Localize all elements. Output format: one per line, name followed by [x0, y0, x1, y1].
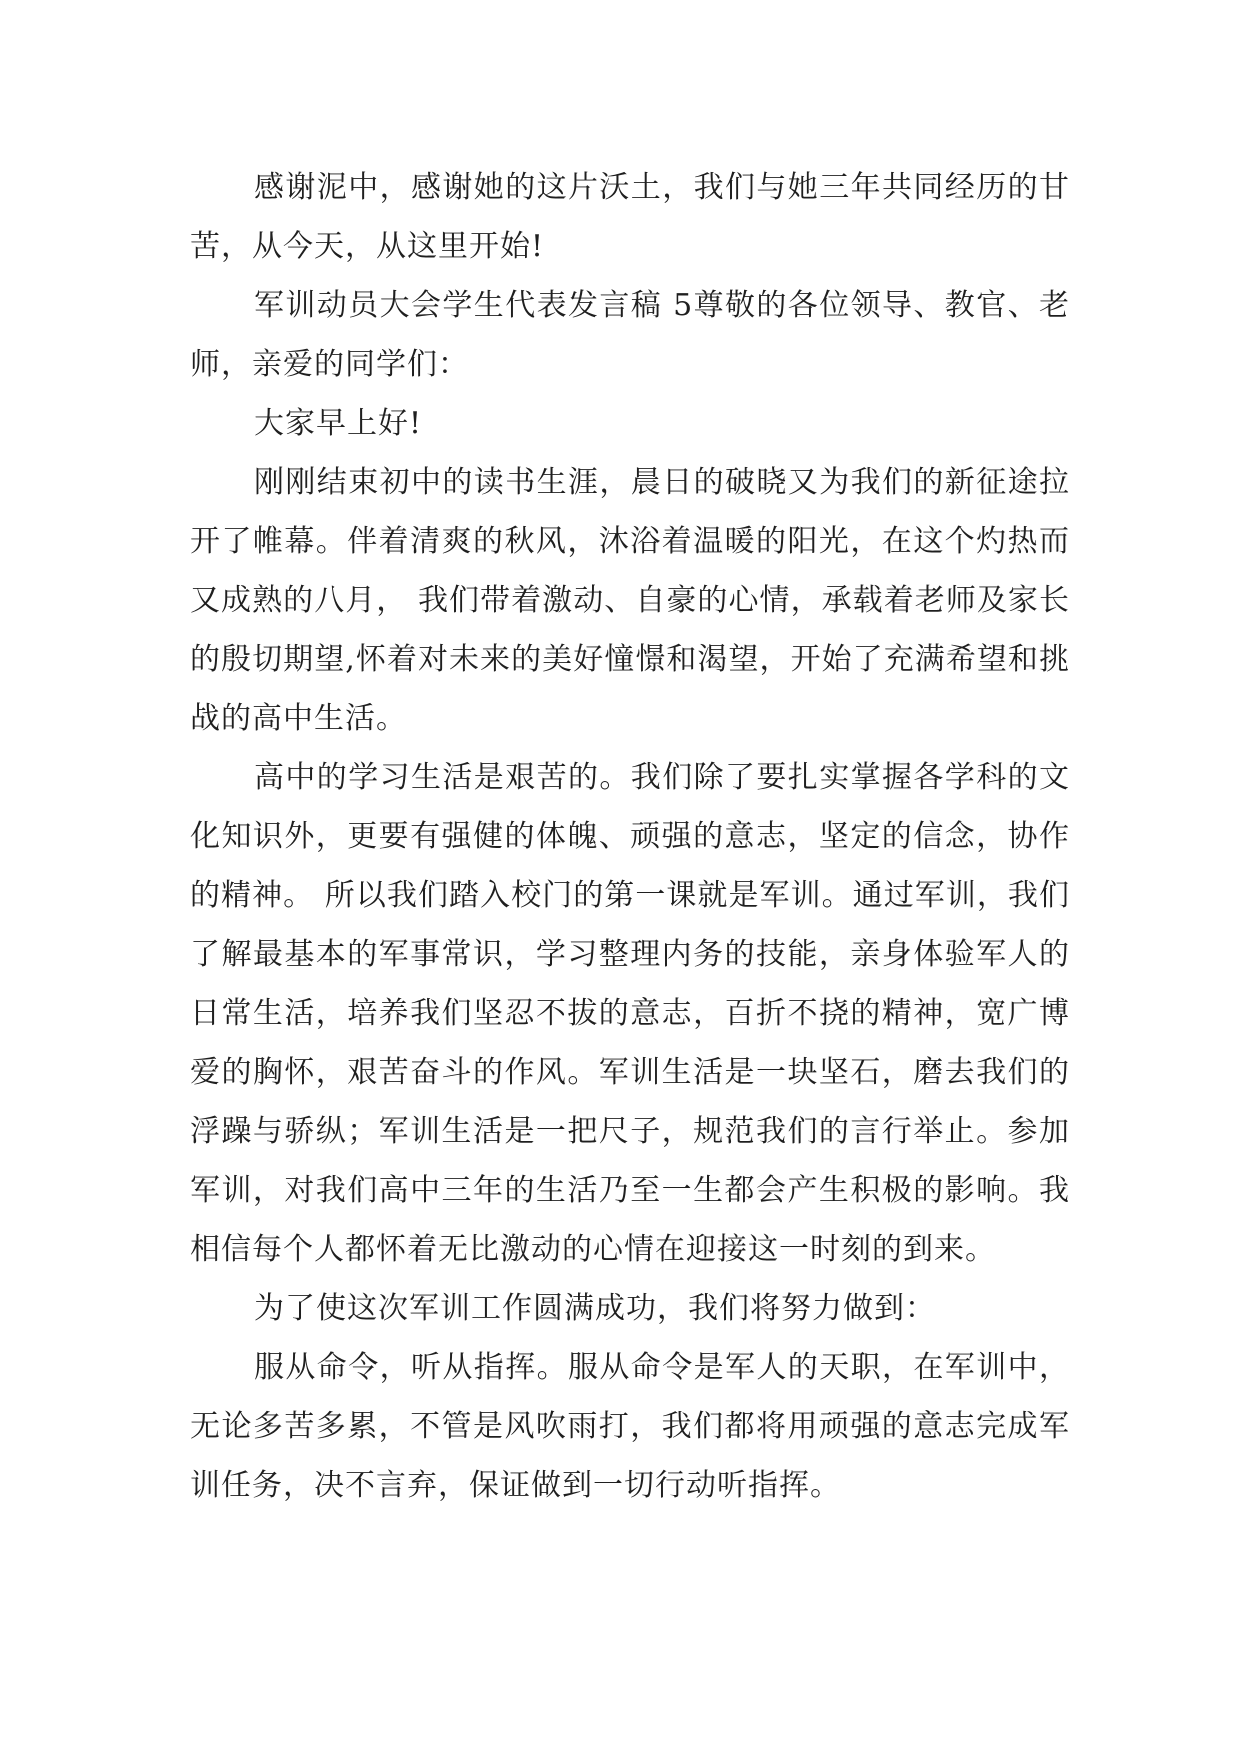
document-body — [190, 158, 1070, 1515]
paragraph-thanks: 感谢泥中，感谢她的这片沃土，我们与她三年共同经历的甘苦，从今天，从这里开始! — [190, 170, 1070, 264]
paragraph-good-morning: 大家早上好! — [254, 406, 423, 441]
paragraph-commitment-intro: 为了使这次军训工作圆满成功，我们将努力做到： — [254, 1291, 936, 1326]
paragraph-obey-orders: 服从命令，听从指挥。服从命令是军人的天职，在军训中，无论多苦多累，不管是风吹雨打，我们都将用顽强的意志完成军训任务，决不言弃，保证做到一切行动听指挥。 — [190, 1350, 1070, 1503]
paragraph-military-training-meaning: 高中的学习生活是艰苦的。我们除了要扎实掌握各学科的文化知识外，更要有强健的体魄、顽强的意志，坚定的信念，协作的精神。 所以我们踏入校门的第一课就是军训。通过军训，我们了解最基本的军事常识，学习整理内务的技能，亲身体验军人的日常生活，培养我们坚忍不拔的意志，百折不挠的精神，宽广博爱的胸怀，艰苦奋斗的作风。军训生活是一块坚石，磨去我们的浮躁与骄纵；军训生活是一把尺子，规范我们的言行举止。参加军训，对我们高中三年的生活乃至一生都会产生积极的影响。我相信每个人都怀着无比激动的心情在迎接这一时刻的到来。 — [190, 760, 1070, 1267]
paragraph-speech-title-greeting: 军训动员大会学生代表发言稿 5尊敬的各位领导、教官、老师，亲爱的同学们： — [190, 288, 1070, 382]
paragraph-new-journey: 刚刚结束初中的读书生涯，晨日的破晓又为我们的新征途拉开了帷幕。伴着清爽的秋风，沐浴着温暖的阳光，在这个灼热而又成熟的八月， 我们带着激动、自豪的心情，承载着老师及家长的殷切期望,怀着对未来的美好憧憬和渴望，开始了充满希望和挑战的高中生活。 — [190, 465, 1070, 736]
